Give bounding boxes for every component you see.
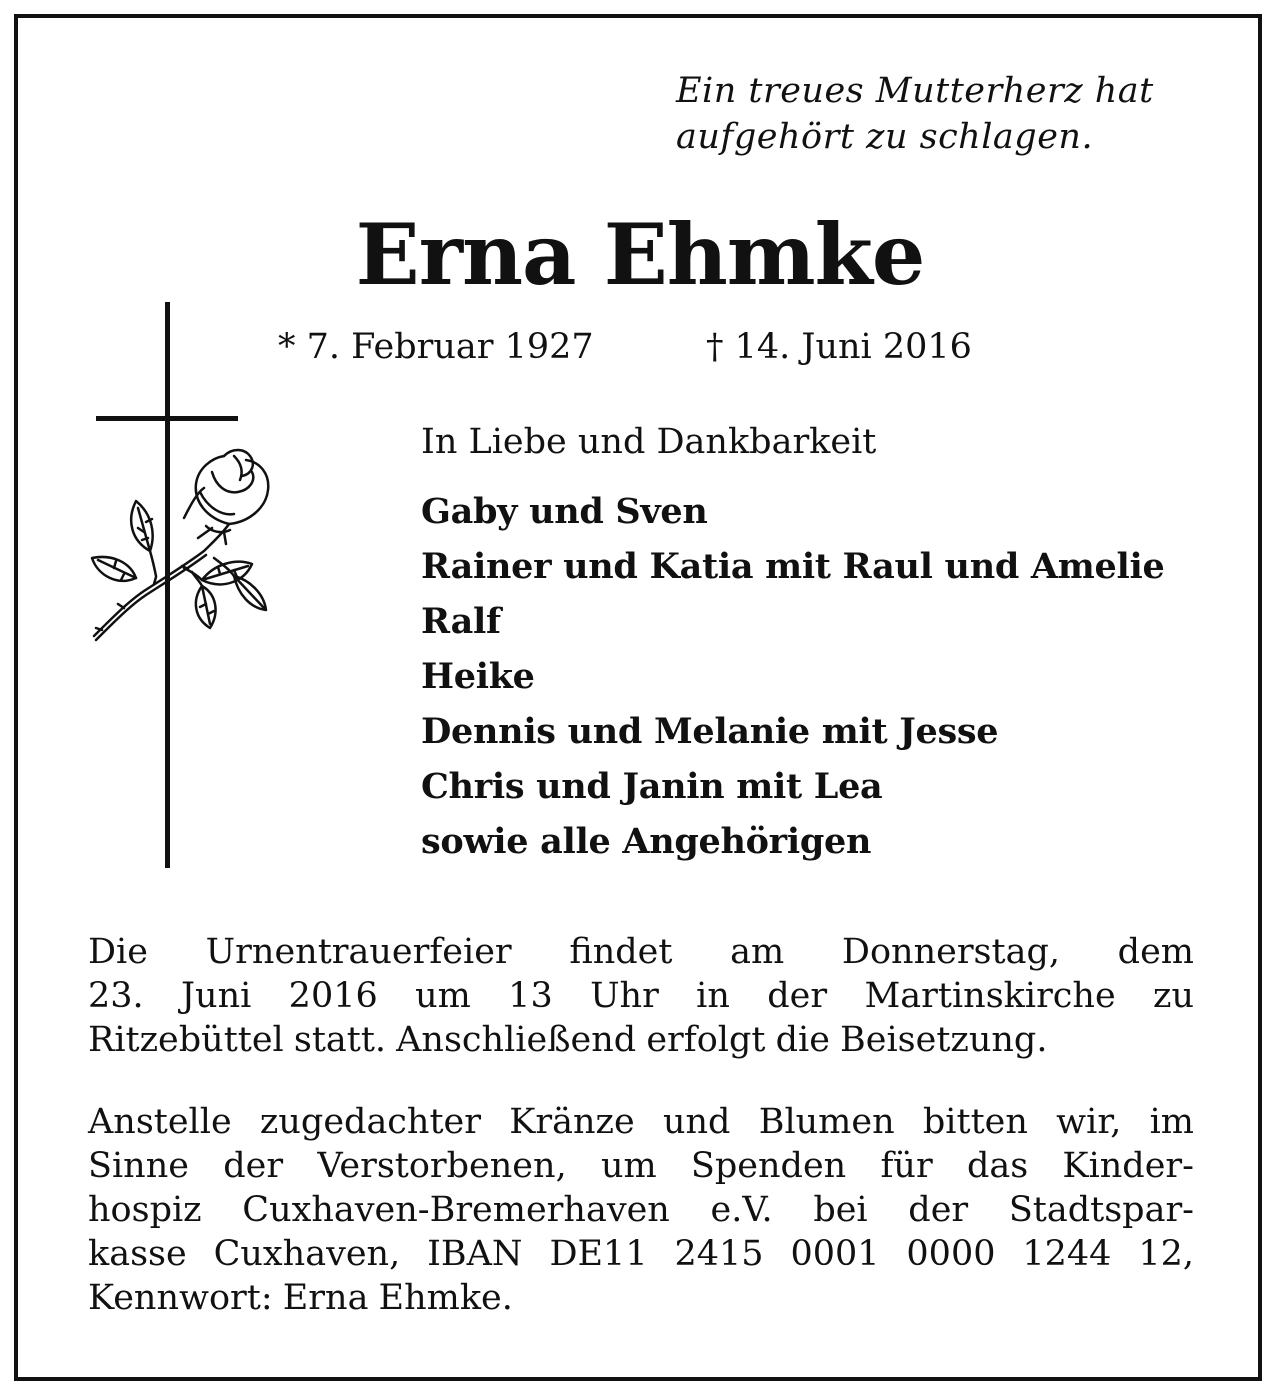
death-date: † 14. Juni 2016 xyxy=(706,327,972,367)
motto-line-1: Ein treues Mutterherz hat xyxy=(676,71,1154,111)
ceremony-line: Ritzebüttel statt. Anschließend erfolgt die Beisetzung. xyxy=(88,1020,1048,1060)
ceremony-line: 23. Juni 2016 um 13 Uhr in der Martinskirche zu xyxy=(88,976,1194,1016)
deceased-name: Erna Ehmke xyxy=(355,205,925,304)
mourner-name: sowie alle Angehörigen xyxy=(421,821,872,862)
mourners-list xyxy=(421,484,1164,869)
donation-line: Sinne der Verstorbenen, um Spenden für das Kinder- xyxy=(88,1146,1194,1186)
mourner-name: Gaby und Sven xyxy=(421,491,708,532)
donation-line: Kennwort: Erna Ehmke. xyxy=(88,1278,513,1318)
rose-icon xyxy=(92,450,268,640)
cross-with-rose xyxy=(84,296,284,876)
donation-line: Anstelle zugedachter Kränze und Blumen bitten wir, im xyxy=(88,1102,1194,1142)
ceremony-paragraph xyxy=(88,930,1194,1062)
mourners-intro: In Liebe und Dankbarkeit xyxy=(421,422,877,462)
motto xyxy=(676,68,1154,160)
donation-line: hospiz Cuxhaven-Bremerhaven e.V. bei der Stadtspar- xyxy=(88,1190,1194,1230)
mourner-name: Rainer und Katia mit Raul und Amelie xyxy=(421,546,1165,587)
mourner-name: Ralf xyxy=(421,601,501,642)
donation-paragraph xyxy=(88,1100,1194,1320)
mourner-name: Dennis und Melanie mit Jesse xyxy=(421,711,999,752)
birth-date: * 7. Februar 1927 xyxy=(278,327,594,367)
mourner-name: Chris und Janin mit Lea xyxy=(421,766,883,807)
motto-line-2: aufgehört zu schlagen. xyxy=(676,117,1094,157)
mourner-name: Heike xyxy=(421,656,535,697)
cross-icon xyxy=(84,296,284,876)
ceremony-line: Die Urnentrauerfeier findet am Donnerstag, dem xyxy=(88,932,1194,972)
donation-line: kasse Cuxhaven, IBAN DE11 2415 0001 0000 1244 12, xyxy=(88,1234,1194,1274)
